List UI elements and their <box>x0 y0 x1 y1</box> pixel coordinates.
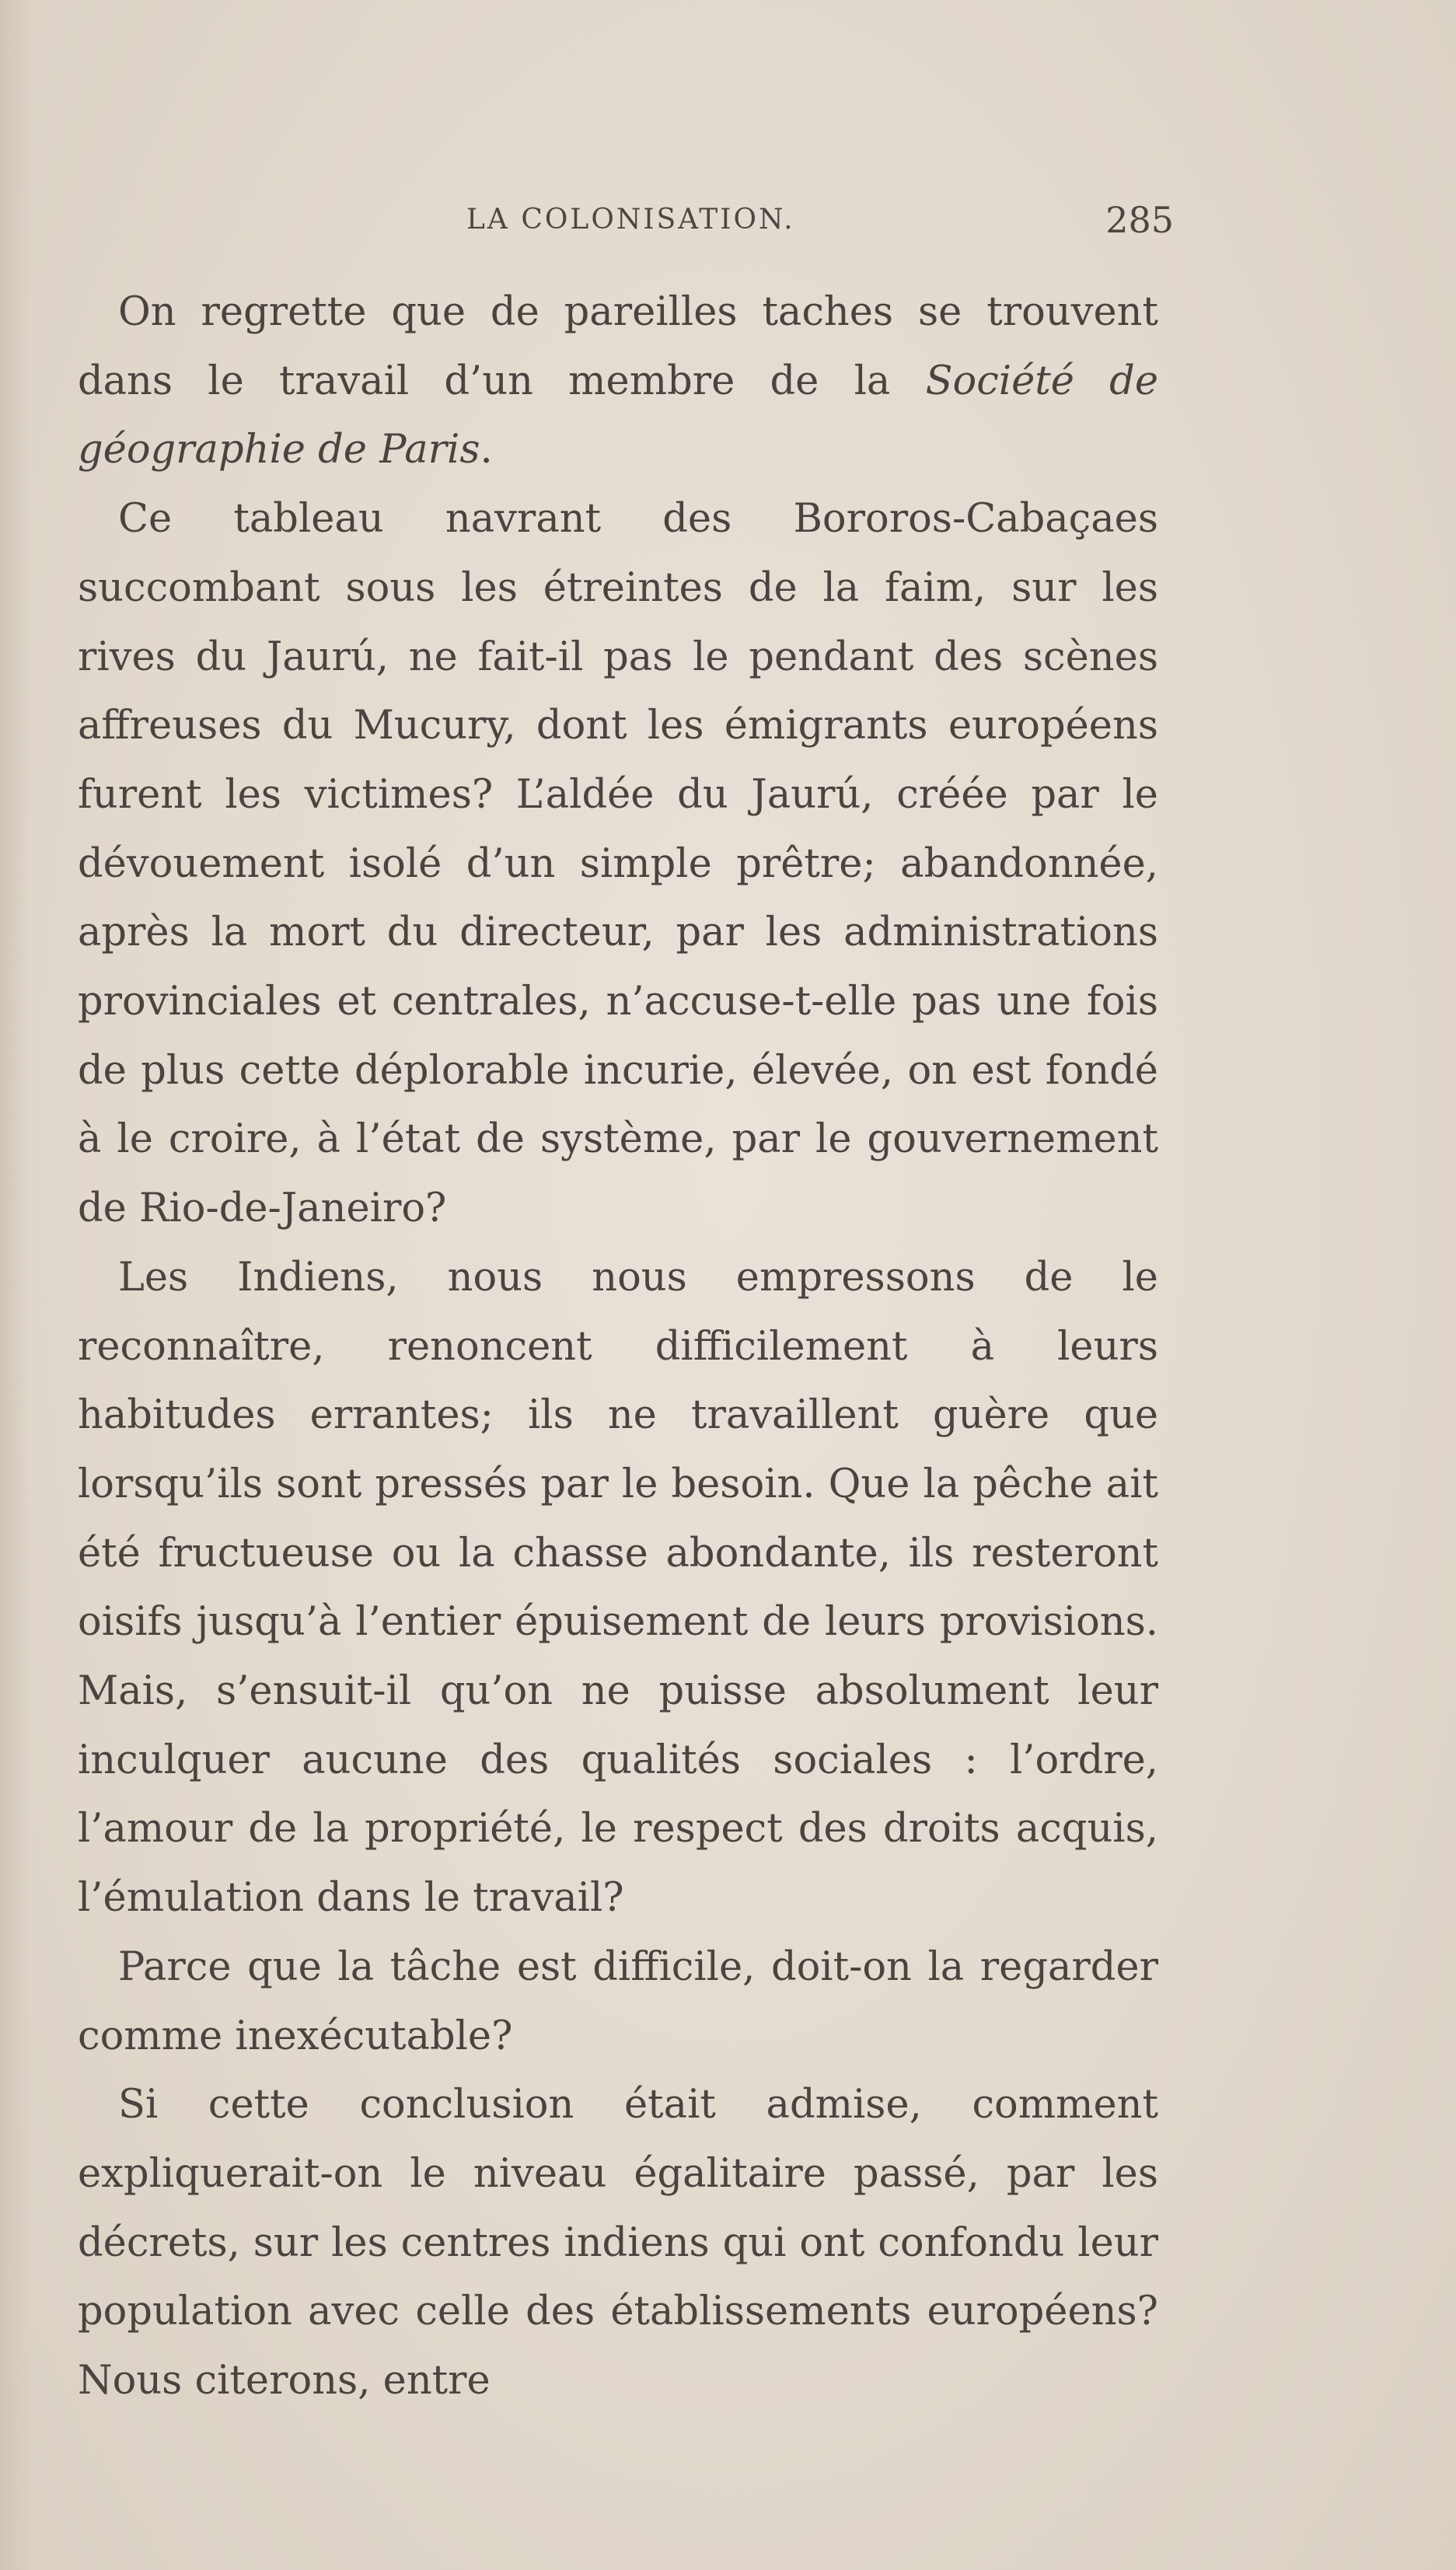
paragraph-1-text: On regrette que de pareilles taches se trouvent dans le travail d’un membre de la <box>78 289 1158 404</box>
page-number: 285 <box>1105 199 1174 241</box>
body-text <box>78 278 1158 2416</box>
paragraph-3: Les Indiens, nous nous empressons de le reconnaître, renoncent difficilement à leurs habitudes errantes; ils ne travaillent guère que lorsqu’ils sont pressés par le besoin. Que la pêche ait été fructueuse ou la chasse abondante, ils resteront oisifs jusqu’à l’entier épuisement de leurs provisions. Mais, s’ensuit-il qu’on ne puisse absolument leur inculquer aucune des qualités sociales : l’ordre, l’amour de la propriété, le respect des droits acquis, l’émulation dans le travail? <box>78 1254 1158 1922</box>
paragraph-4: Parce que la tâche est difficile, doit-on la regarder comme inexécutable? <box>78 1943 1158 2059</box>
paragraph-1-italic: Société de géographie de Paris <box>78 358 1159 473</box>
running-title: LA COLONISATION. <box>466 204 795 236</box>
paragraph-5: Si cette conclusion était admise, comment expliquerait-on le niveau égalitaire passé, par les décrets, sur les centres indiens qui ont confondu leur population avec celle des établissements européens? Nous citerons, entre <box>78 2082 1158 2404</box>
paragraph-1 <box>78 278 1158 485</box>
paragraph-2: Ce tableau navrant des Bororos-Cabaçaes succombant sous les étreintes de la faim, sur les rives du Jaurú, ne fait-il pas le pendant des scènes affreuses du Mucury, dont les émigrants européens furent les victimes? L’aldée du Jaurú, créée par le dévouement isolé d’un simple prêtre; abandonnée, après la mort du directeur, par les administrations provinciales et centrales, n’accuse-t-elle pas une fois de plus cette déplorable incurie, élevée, on est fondé à le croire, à l’état de système, par le gouvernement de Rio-de-Janeiro? <box>78 496 1158 1232</box>
page-header <box>78 199 1174 250</box>
paragraph-1-end: . <box>480 427 493 473</box>
page-edge-shadow <box>0 0 31 2570</box>
